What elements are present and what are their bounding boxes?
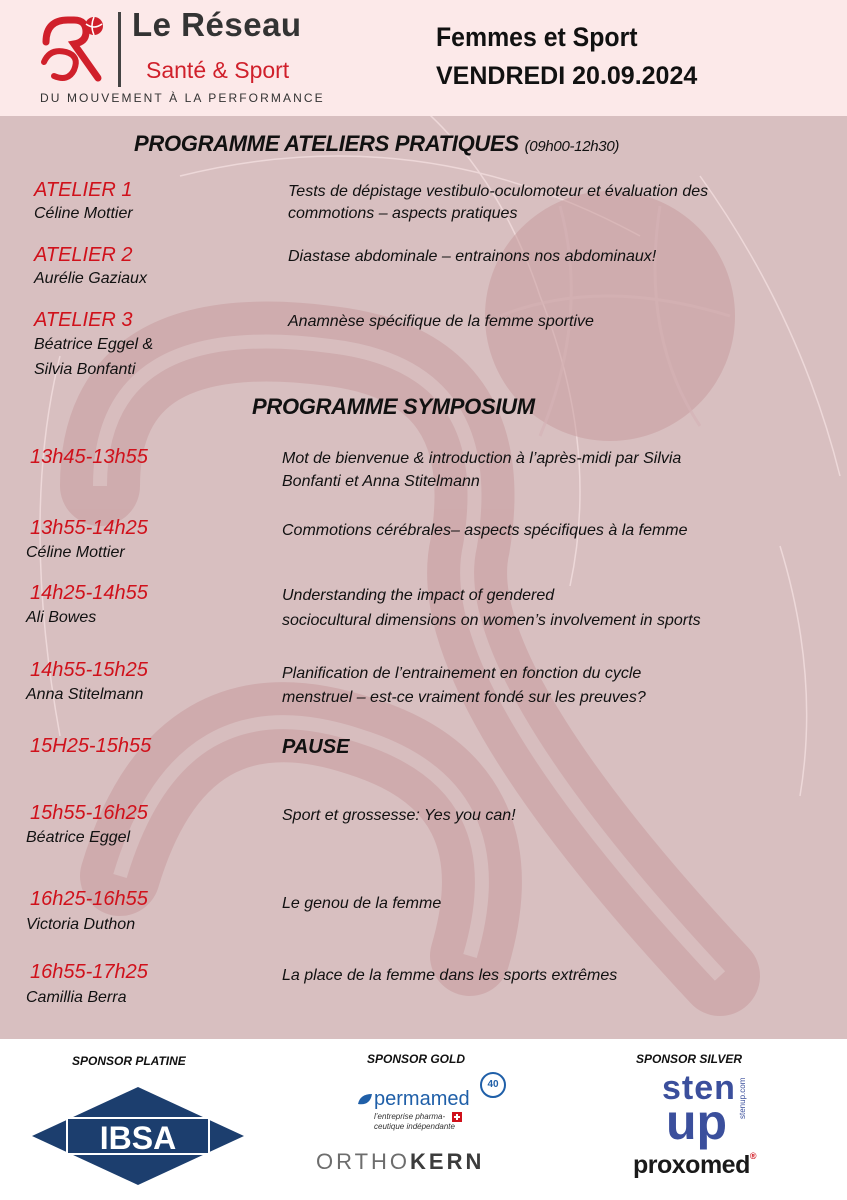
session-2-speaker: Céline Mottier	[26, 544, 125, 561]
session-6-time: 15h55-16h25	[30, 802, 148, 824]
proxomed-registered-icon: ®	[749, 1151, 756, 1161]
session-8-desc: La place de la femme dans les sports extrêmes	[282, 967, 618, 984]
atelier-2-desc: Diastase abdominale – entrainons nos abdominaux!	[288, 248, 657, 265]
logo-subtitle: Santé & Sport	[146, 57, 290, 83]
session-7-time: 16h25-16h55	[30, 888, 148, 910]
atelier-3-speaker-line-2: Silvia Bonfanti	[34, 361, 136, 378]
proxomed-wordmark: proxomed	[633, 1151, 750, 1179]
orthokern-logo	[316, 1149, 484, 1175]
session-1-time: 13h45-13h55	[30, 446, 148, 468]
stenup-url: stenup.com	[738, 1077, 747, 1119]
atelier-3-desc: Anamnèse spécifique de la femme sportive	[288, 313, 594, 330]
orthokern-kern: KERN	[410, 1149, 485, 1174]
session-5-time: 15H25-15h55	[30, 735, 152, 757]
stenup-logo	[662, 1069, 782, 1149]
atelier-2-label: ATELIER 2	[34, 244, 133, 266]
ateliers-hours: (09h00-12h30)	[524, 138, 620, 155]
ibsa-logo-icon	[28, 1083, 248, 1189]
programme-panel	[0, 116, 847, 1039]
stenup-bottom: up	[666, 1094, 728, 1150]
logo-tagline: DU MOUVEMENT À LA PERFORMANCE	[40, 91, 325, 105]
session-6-speaker: Béatrice Eggel	[26, 829, 131, 846]
symposium-title: PROGRAMME SYMPOSIUM	[252, 394, 535, 419]
session-3-desc-line-2: sociocultural dimensions on women’s involvement in sports	[282, 612, 701, 629]
orthokern-ortho: ORTHO	[316, 1149, 411, 1174]
ateliers-title	[134, 131, 619, 157]
permamed-tagline-line-2: ceutique indépendante	[374, 1122, 455, 1131]
session-4-desc-line-2: menstruel – est-ce vraiment fondé sur les preuves?	[282, 689, 646, 706]
logo-title: Le Réseau	[132, 6, 302, 43]
session-8-time: 16h55-17h25	[30, 961, 148, 983]
event-name: Femmes et Sport	[436, 22, 638, 52]
atelier-1-desc-line-1: Tests de dépistage vestibulo-oculomoteur et évaluation des	[288, 183, 709, 200]
atelier-1-speaker: Céline Mottier	[34, 205, 133, 222]
sponsor-silver-label: SPONSOR SILVER	[636, 1052, 743, 1066]
logo-divider	[118, 12, 121, 87]
permamed-logo	[356, 1079, 506, 1136]
session-2-time: 13h55-14h25	[30, 517, 148, 539]
session-1-desc-line-1: Mot de bienvenue & introduction à l’après-midi par Silvia	[282, 450, 682, 467]
sponsor-gold-label: SPONSOR GOLD	[367, 1052, 466, 1066]
session-8-speaker: Camillia Berra	[26, 989, 127, 1006]
swiss-flag-icon	[452, 1112, 462, 1122]
stenup-top: sten	[662, 1069, 736, 1107]
session-5-pause: PAUSE	[282, 736, 350, 758]
session-1-desc-line-2: Bonfanti et Anna Stitelmann	[282, 473, 480, 490]
session-3-speaker: Ali Bowes	[26, 609, 97, 626]
session-7-speaker: Victoria Duthon	[26, 916, 136, 933]
permamed-drop-icon	[356, 1092, 374, 1108]
session-7-desc: Le genou de la femme	[282, 895, 442, 912]
event-date: VENDREDI 20.09.2024	[436, 62, 698, 90]
atelier-2-speaker: Aurélie Gaziaux	[34, 270, 147, 287]
reseau-logo-icon	[40, 12, 106, 84]
session-4-time: 14h55-15h25	[30, 659, 148, 681]
permamed-wordmark: permamed	[374, 1088, 470, 1110]
ateliers-title-text: PROGRAMME ATELIERS PRATIQUES	[134, 131, 519, 156]
atelier-1-label: ATELIER 1	[34, 179, 133, 201]
session-4-desc-line-1: Planification de l’entrainement en fonction du cycle	[282, 665, 642, 682]
ibsa-logo-text: IBSA	[99, 1120, 177, 1156]
sponsors-footer	[0, 1039, 847, 1200]
atelier-1-desc-line-2: commotions – aspects pratiques	[288, 205, 518, 222]
session-4-speaker: Anna Stitelmann	[26, 686, 144, 703]
session-3-time: 14h25-14h55	[30, 582, 148, 604]
session-6-desc: Sport et grossesse: Yes you can!	[282, 807, 516, 824]
session-3-desc-line-1: Understanding the impact of gendered	[282, 587, 555, 604]
atelier-3-speaker-line-1: Béatrice Eggel &	[34, 336, 154, 353]
session-2-desc: Commotions cérébrales– aspects spécifiques à la femme	[282, 522, 688, 539]
proxomed-logo	[633, 1151, 756, 1180]
header	[0, 0, 847, 116]
programme-content	[0, 116, 847, 1039]
permamed-tagline-line-1: l’entreprise pharma-	[374, 1112, 446, 1121]
permamed-anniversary-badge: 40	[480, 1072, 506, 1098]
atelier-3-label: ATELIER 3	[34, 309, 133, 331]
sponsor-platine-label: SPONSOR PLATINE	[72, 1054, 186, 1068]
